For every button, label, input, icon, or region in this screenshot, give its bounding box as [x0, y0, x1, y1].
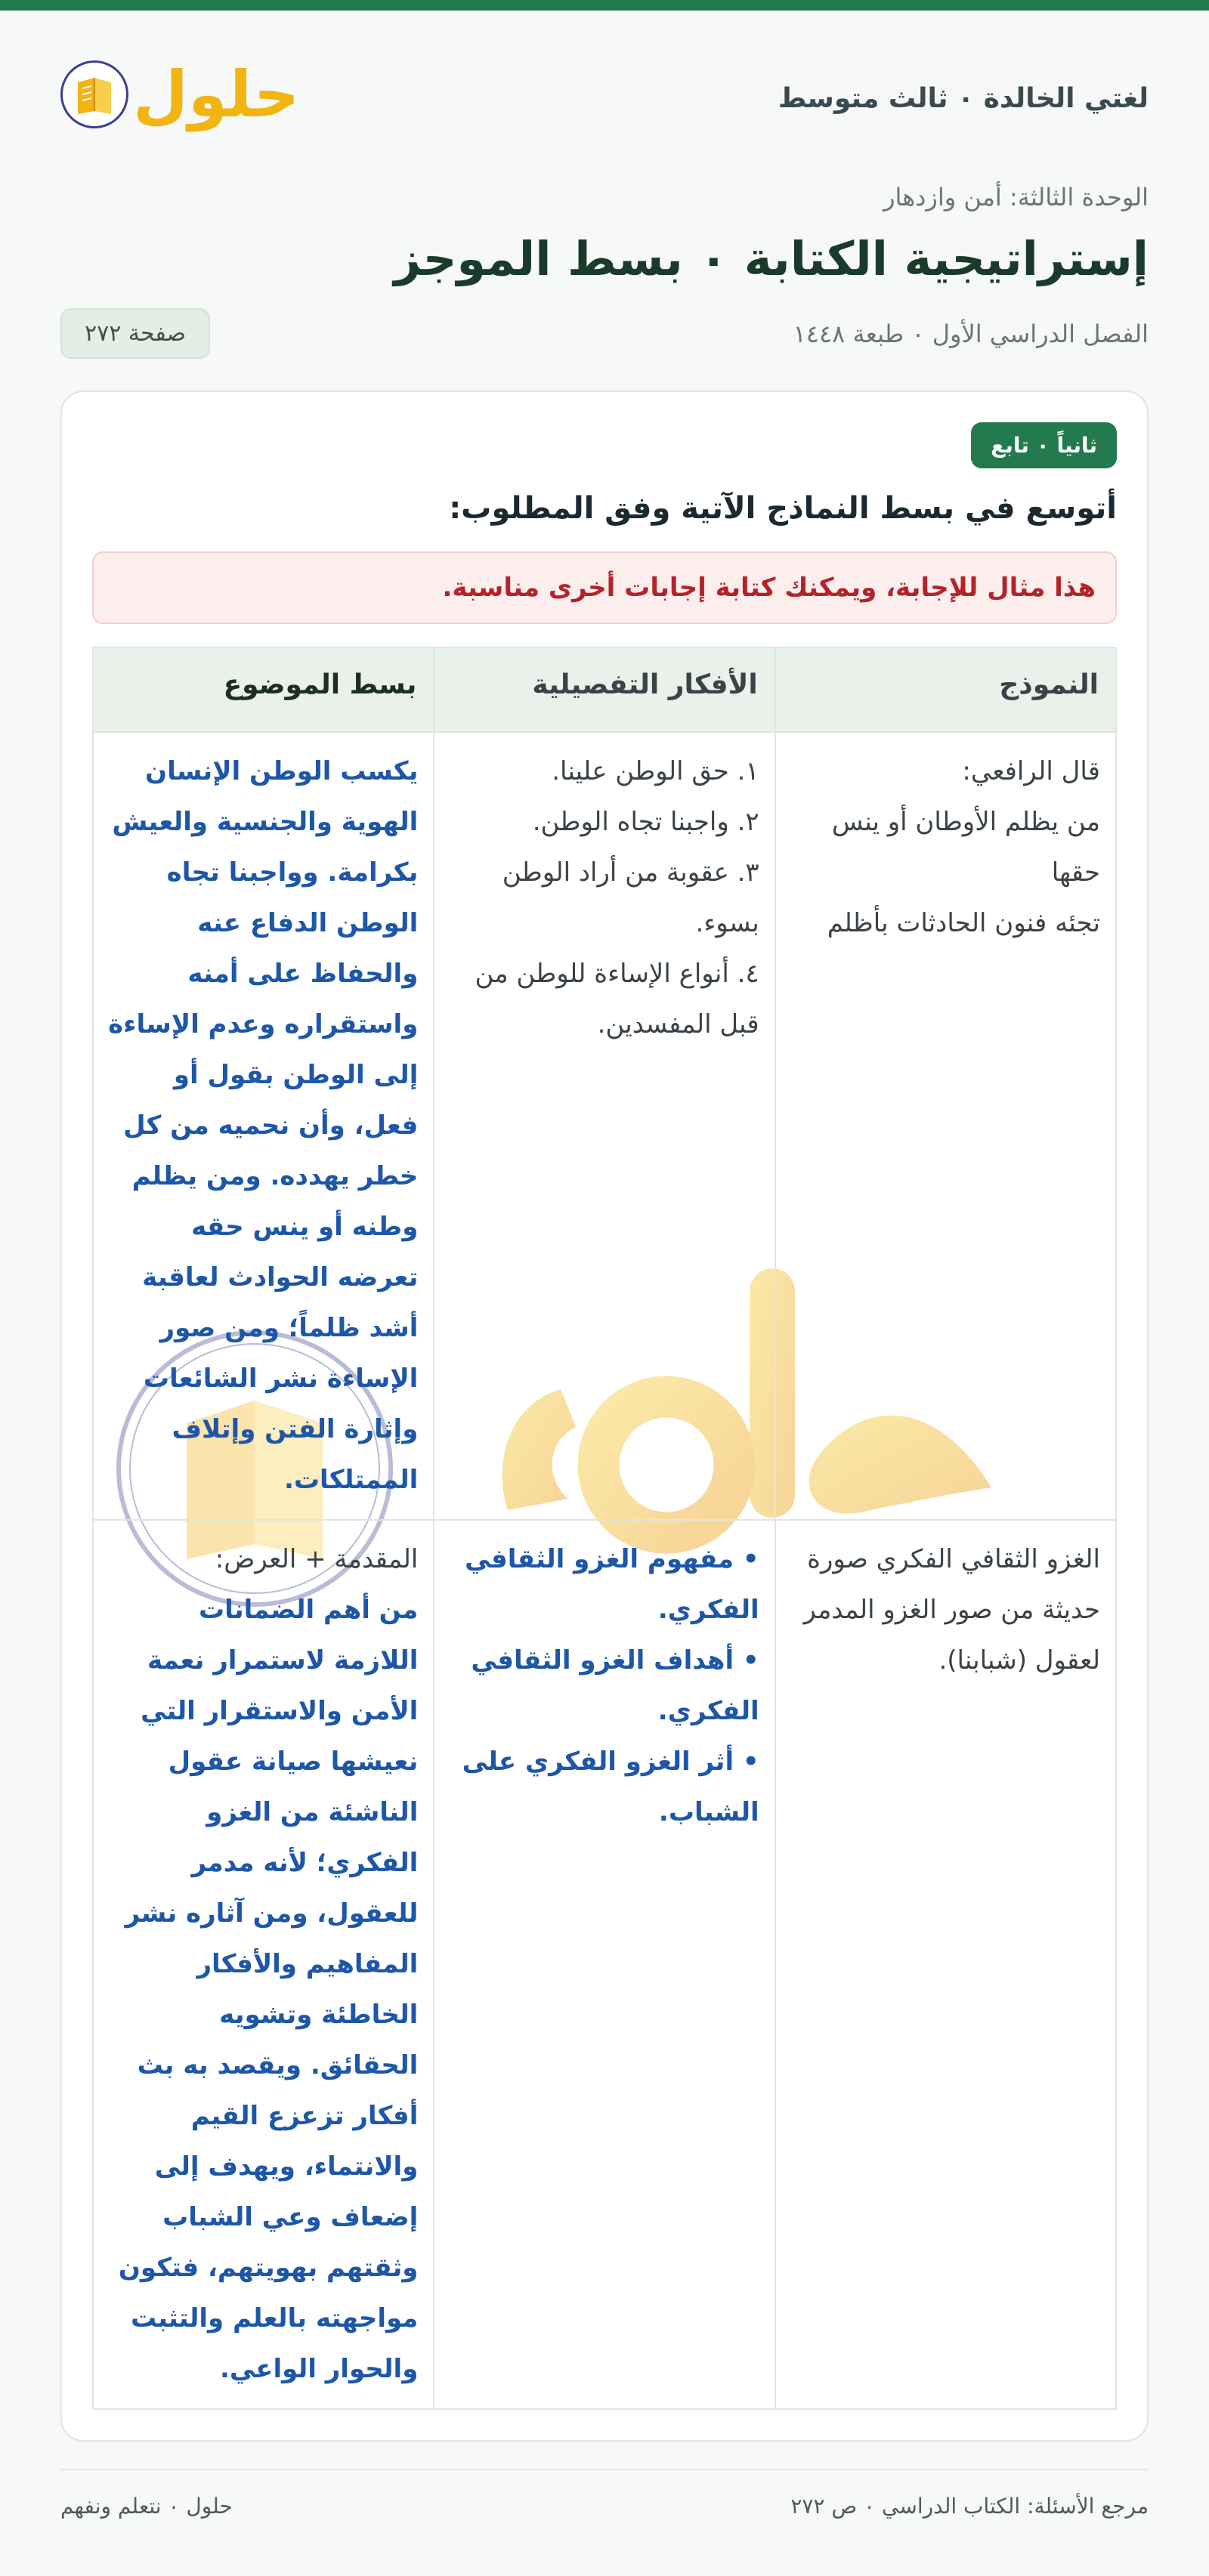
idea-item: ٣. عقوبة من أراد الوطن بسوء.	[502, 857, 759, 939]
column-header-model: النموذج	[775, 647, 1116, 732]
expansion-intro: المقدمة + العرض:	[215, 1544, 419, 1575]
model-line: من يظلم الأوطان أو ينس حقها	[831, 807, 1100, 888]
ideas-cell	[434, 1520, 775, 2409]
idea-item: • أثر الغزو الفكري على الشباب.	[462, 1747, 759, 1828]
table-row	[93, 732, 1116, 1520]
model-line: الغزو الثقافي الفكري صورة حديثة من صور الغزو المدمر لعقول (شبابنا).	[803, 1544, 1100, 1676]
model-cell	[775, 732, 1116, 1520]
expansion-cell	[93, 732, 434, 1520]
column-header-expansion: بسط الموضوع	[93, 647, 434, 732]
footer-reference: مرجع الأسئلة: الكتاب الدراسي ٠ ص ٢٧٢	[790, 2493, 1149, 2519]
exercise-card	[60, 391, 1149, 2442]
ideas-cell	[434, 732, 775, 1520]
column-header-ideas: الأفكار التفصيلية	[434, 647, 775, 732]
term-label: الفصل الدراسي الأول ٠ طبعة ١٤٤٨	[793, 319, 1149, 348]
section-badge: ثانياً ٠ تابع	[971, 422, 1117, 468]
model-cell	[775, 1520, 1116, 2409]
idea-item: • أهداف الغزو الثقافي الفكري.	[471, 1645, 759, 1727]
top-accent-bar	[0, 0, 1209, 11]
answer-note: هذا مثال للإجابة، ويمكنك كتابة إجابات أخرى مناسبة.	[92, 551, 1117, 624]
idea-item: ١. حق الوطن علينا.	[552, 756, 759, 787]
question-text: أتوسع في بسط النماذج الآتية وفق المطلوب:	[449, 491, 1117, 527]
model-line: تجئه فنون الحادثات بأظلم	[827, 908, 1100, 939]
idea-item: ٤. أنواع الإساءة للوطن من قبل المفسدين.	[475, 959, 759, 1040]
page-header	[60, 11, 1149, 184]
hulul-logo	[60, 57, 300, 131]
logo-wordmark: حلول	[133, 57, 300, 131]
meta-row	[60, 308, 1149, 359]
expansion-text: من أهم الضمانات اللازمة لاستمرار نعمة الأمن والاستقرار التي نعيشها صيانة عقول الناشئة من الغزو الفكري؛ لأنه مدمر للعقول، ومن آثاره نشر المفاهيم والأفكار الخاطئة وتشويه الحقائق. ويقصد به بث أفكار تزعزع القيم والانتماء، ويهدف إلى إضعاف وعي الشباب وثقتهم بهويتهم، فتكون مواجهته بالعلم والتثبت والحوار الواعي.	[118, 1595, 419, 2385]
expansion-table	[92, 647, 1117, 2410]
subject-title: لغتي الخالدة ٠ ثالث متوسط	[778, 83, 1149, 114]
table-header-row	[93, 647, 1116, 732]
expansion-text: يكسب الوطن الإنسان الهوية والجنسية والعيش بكرامة. وواجبنا تجاه الوطن الدفاع عنه والحفاظ على أمنه واستقراره وعدم الإساءة إلى الوطن بقول أو فعل، وأن نحميه من كل خطر يهدده. ومن يظلم وطنه أو ينس حقه تعرضه الحوادث لعاقبة أشد ظلماً؛ ومن صور الإساءة نشر الشائعات وإثارة الفتن وإتلاف الممتلكات.	[108, 756, 419, 1496]
unit-label: الوحدة الثالثة: أمن وازدهار	[883, 183, 1149, 212]
book-icon	[60, 60, 128, 128]
expansion-cell	[93, 1520, 434, 2409]
page-footer	[60, 2470, 1149, 2541]
table-row	[93, 1520, 1116, 2409]
page-title: إستراتيجية الكتابة ٠ بسط الموجز	[394, 231, 1149, 286]
footer-slogan: حلول ٠ نتعلم ونفهم	[60, 2493, 233, 2519]
model-line: قال الرافعي:	[962, 756, 1100, 787]
page	[0, 11, 1209, 2541]
page-number-badge: صفحة ٢٧٢	[60, 308, 210, 359]
idea-item: ٢. واجبنا تجاه الوطن.	[532, 807, 759, 838]
idea-item: • مفهوم الغزو الثقافي الفكري.	[465, 1544, 759, 1626]
